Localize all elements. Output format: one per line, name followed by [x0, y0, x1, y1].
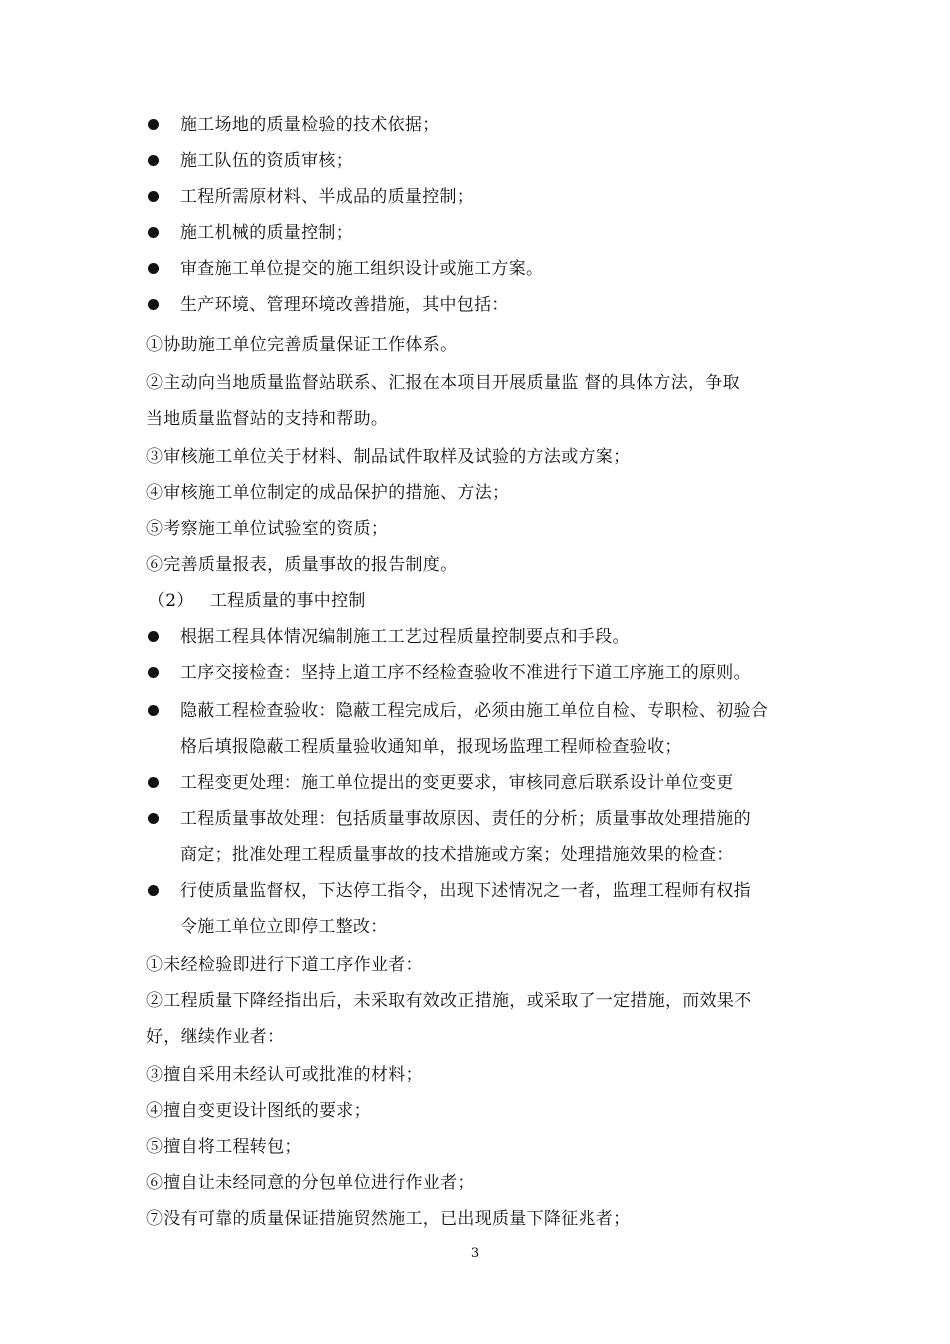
list-item: 隐蔽工程检查验收：隐蔽工程完成后，必须由施工单位自检、专职检、初验合	[180, 701, 769, 721]
bullet-icon	[148, 705, 159, 716]
numbered-item: ①协助施工单位完善质量保证工作体系。	[146, 335, 458, 355]
page-number: 3	[470, 1246, 480, 1261]
numbered-item: ③审核施工单位关于材料、制品试件取样及试验的方法或方案；	[146, 447, 631, 467]
numbered-item: ④擅自变更设计图纸的要求；	[146, 1101, 371, 1121]
numbered-item: ⑤考察施工单位试验室的资质；	[146, 519, 389, 539]
list-item: 根据工程具体情况编制施工工艺过程质量控制要点和手段。	[180, 627, 630, 647]
bullet-icon	[148, 813, 159, 824]
list-item-continuation: 商定；批准处理工程质量事故的技术措施或方案；处理措施效果的检查：	[180, 845, 734, 865]
list-item: 施工场地的质量检验的技术依据；	[180, 115, 440, 135]
bullet-icon	[148, 227, 159, 238]
list-item-continuation: 格后填报隐蔽工程质量验收通知单，报现场监理工程师检查验收；	[180, 737, 682, 757]
numbered-item: ④审核施工单位制定的成品保护的措施、方法；	[146, 483, 510, 503]
list-item: 施工机械的质量控制；	[180, 223, 353, 243]
numbered-item: ⑥擅自让未经同意的分包单位进行作业者；	[146, 1173, 475, 1193]
numbered-item: ③擅自采用未经认可或批准的材料；	[146, 1065, 423, 1085]
numbered-item-continuation: 当地质量监督站的支持和帮助。	[146, 409, 389, 429]
numbered-item-continuation: 好，继续作业者：	[146, 1027, 285, 1047]
list-item: 工程质量事故处理：包括质量事故原因、责任的分析；质量事故处理措施的	[180, 809, 751, 829]
bullet-icon	[148, 299, 159, 310]
numbered-item: ②工程质量下降经指出后，未采取有效改正措施，或采取了一定措施，而效果不	[146, 991, 752, 1011]
section-number: （2）	[148, 591, 194, 611]
list-item: 工程所需原材料、半成品的质量控制；	[180, 187, 475, 207]
list-item: 工程变更处理：施工单位提出的变更要求，审核同意后联系设计单位变更	[180, 773, 734, 793]
numbered-item: ②主动向当地质量监督站联系、汇报在本项目开展质量监 督的具体方法，争取	[146, 373, 740, 393]
numbered-item: ⑥完善质量报表，质量事故的报告制度。	[146, 555, 458, 575]
list-item: 行使质量监督权，下达停工指令，出现下述情况之一者，监理工程师有权指	[180, 881, 751, 901]
bullet-icon	[148, 119, 159, 130]
numbered-item: ⑤擅自将工程转包；	[146, 1137, 302, 1157]
list-item: 生产环境、管理环境改善措施，其中包括：	[180, 295, 509, 315]
list-item-continuation: 令施工单位立即停工整改：	[180, 917, 388, 937]
list-item: 工序交接检查：坚持上道工序不经检查验收不准进行下道工序施工的原则。	[180, 663, 751, 683]
list-item: 审查施工单位提交的施工组织设计或施工方案。	[180, 259, 544, 279]
bullet-icon	[148, 667, 159, 678]
section-title: 工程质量的事中控制	[210, 591, 366, 611]
bullet-icon	[148, 885, 159, 896]
bullet-icon	[148, 631, 159, 642]
numbered-item: ⑦没有可靠的质量保证措施贸然施工，已出现质量下降征兆者；	[146, 1209, 631, 1229]
bullet-icon	[148, 155, 159, 166]
bullet-icon	[148, 777, 159, 788]
bullet-icon	[148, 191, 159, 202]
numbered-item: ①未经检验即进行下道工序作业者：	[146, 955, 423, 975]
list-item: 施工队伍的资质审核；	[180, 151, 353, 171]
bullet-icon	[148, 263, 159, 274]
